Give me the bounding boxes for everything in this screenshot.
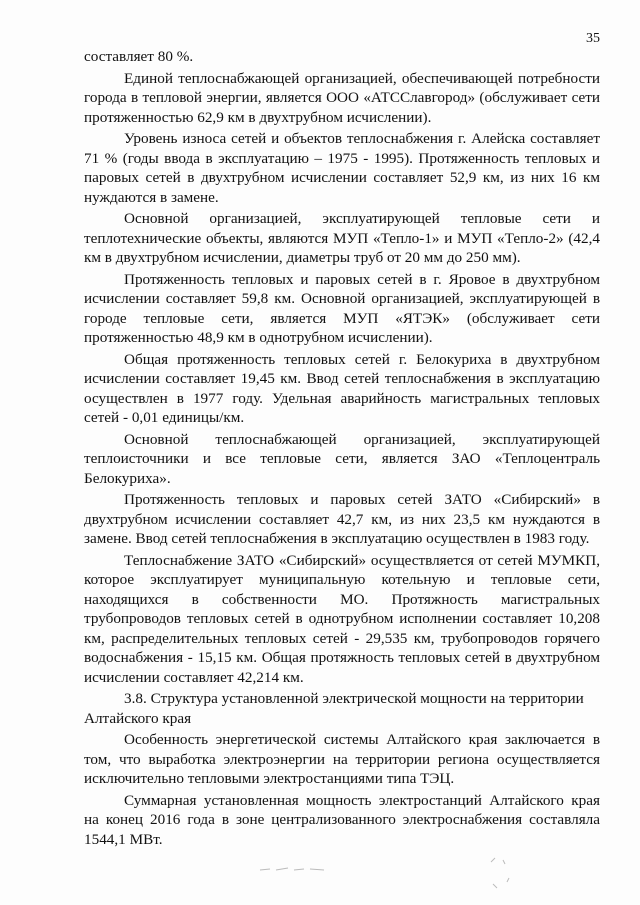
paragraph: Теплоснабжение ЗАТО «Сибирский» осуществляется от сетей МУМКП, которое эксплуатирует муниципальную котельную и тепловые сети, находящихся в собственности МО. Протяжность магистральных трубопроводов тепловых сетей в однотрубном исполнении составляет 10,208 км, распределительных тепловых сетей - 29,535 км, трубопроводов горячего водоснабжения - 15,15 км. Общая протяжность тепловых сетей в двухтрубном исчислении составляет 42,214 км. (84, 551, 600, 686)
paragraph: Суммарная установленная мощность электростанций Алтайского края на конец 2016 года в зоне централизованного электроснабжения составляла 1544,1 МВт. (84, 791, 600, 848)
scan-artifact (487, 854, 517, 894)
section-heading: 3.8. Структура установленной электрической мощности на территории Алтайского края (84, 690, 584, 727)
paragraph: Уровень износа сетей и объектов теплоснабжения г. Алейска составляет 71 % (годы ввода в эксплуатацию – 1975 - 1995). Протяженность тепловых и паровых сетей в двухтрубном исчислении составляет 52,9 км, из них 16 км нуждаются в замене. (84, 130, 600, 206)
paragraph: Протяженность тепловых и паровых сетей в г. Яровое в двухтрубном исчислении составляет 59,8 км. Основной организацией, эксплуатирующей в городе тепловые сети, является МУП «ЯТЭК» (обслуживает сети протяженностью 48,9 км в однотрубном исчислении). (84, 270, 600, 346)
page-number: 35 (586, 31, 600, 46)
paragraph: составляет 80 %. (84, 48, 194, 65)
paragraph: Общая протяженность тепловых сетей г. Белокуриха в двухтрубном исчислении составляет 19,45 км. Ввод сетей теплоснабжения в эксплуатацию осуществлен в 1977 году. Удельная аварийность магистральных тепловых сетей - 0,01 единицы/км. (84, 350, 600, 426)
paragraph: Единой теплоснабжающей организацией, обеспечивающей потребности города в тепловой энергии, является ООО «АТССлавгород» (обслуживает сети протяженностью 62,9 км в двухтрубном исчислении). (84, 69, 600, 126)
scan-artifact (258, 866, 328, 872)
paragraph: Основной организацией, эксплуатирующей тепловые сети и теплотехнические объекты, являются МУП «Тепло-1» и МУП «Тепло-2» (42,4 км в двухтрубном исчислении, диаметры труб от 20 мм до 250 мм). (84, 210, 600, 266)
paragraph: Особенность энергетической системы Алтайского края заключается в том, что выработка электроэнергии на территории региона осуществляется исключительно тепловыми электростанциями типа ТЭЦ. (84, 731, 600, 787)
paragraph: Основной теплоснабжающей организацией, эксплуатирующей теплоисточники и все тепловые сети, является ЗАО «Теплоцентраль Белокуриха». (84, 430, 600, 487)
paragraph: Протяженность тепловых и паровых сетей ЗАТО «Сибирский» в двухтрубном исчислении составляет 42,7 км, из них 23,5 км нуждаются в замене. Ввод сетей теплоснабжения в эксплуатацию осуществлен в 1983 году. (84, 491, 600, 547)
page-body (84, 47, 600, 851)
